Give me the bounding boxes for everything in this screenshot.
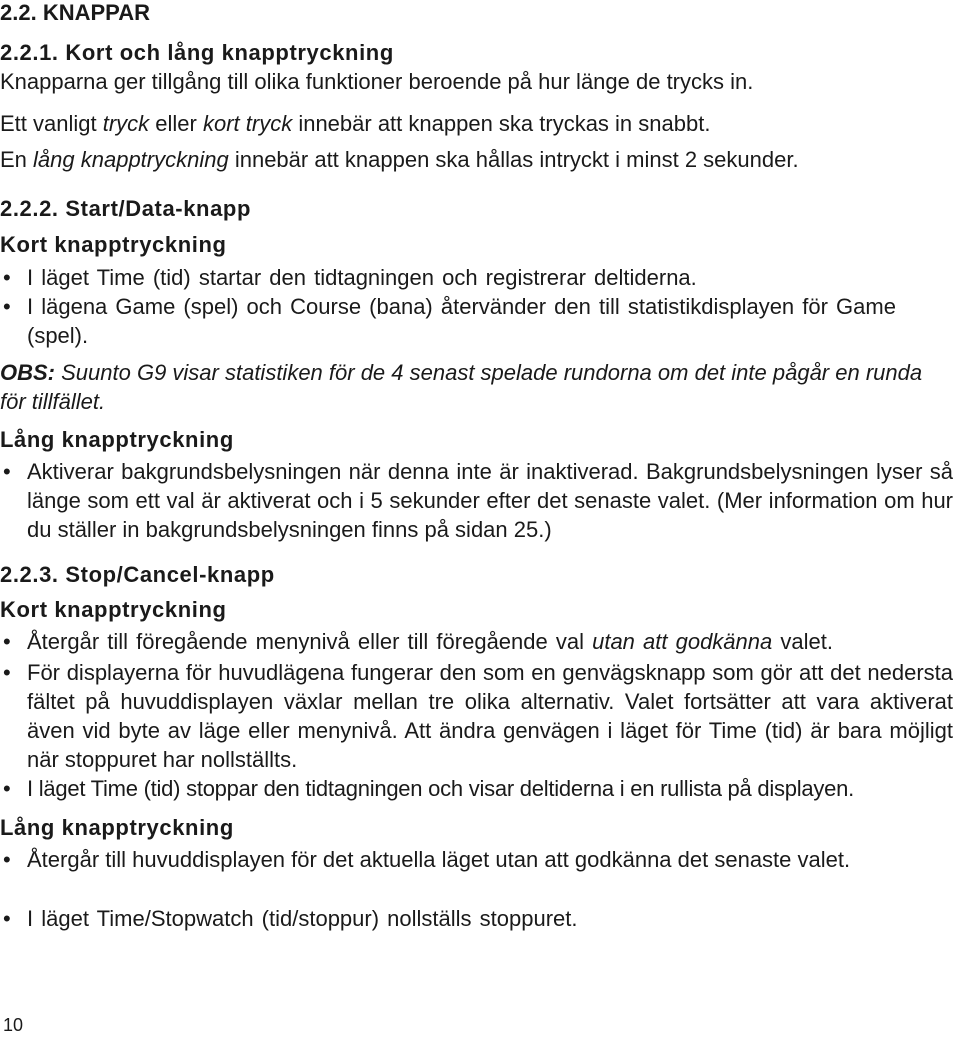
bullet-marker: • [3, 776, 11, 801]
bullet-marker: • [3, 660, 11, 685]
list-item: Återgår till föregående menynivå eller till föregående val utan att godkänna valet. [27, 629, 833, 654]
list-item: I läget Time (tid) startar den tidtagningen och registrerar deltiderna. [27, 265, 697, 290]
paragraph-line: En lång knapptryckning innebär att knappen ska hållas intryckt i minst 2 sekunder. [0, 147, 799, 172]
bullet-marker: • [3, 294, 11, 319]
list-item: I lägena Game (spel) och Course (bana) återvänder den till statistikdisplayen för Game (spel). [27, 294, 896, 348]
paragraph-line: Knapparna ger tillgång till olika funktioner beroende på hur länge de trycks in. [0, 69, 754, 94]
bullet-marker: • [3, 847, 11, 872]
subsection-heading-2-2-3: 2.2.3. Stop/Cancel-knapp [0, 562, 275, 587]
subheading-long-press: Lång knapptryckning [0, 815, 234, 840]
page-number: 10 [3, 1015, 24, 1035]
list-item: I läget Time (tid) stoppar den tidtagningen och visar deltiderna i en rullista på displayen. [27, 776, 854, 801]
list-item: I läget Time/Stopwatch (tid/stoppur) nollställs stoppuret. [27, 906, 578, 931]
subsection-heading-2-2-1: 2.2.1. Kort och lång knapptryckning [0, 40, 394, 65]
list-item: Aktiverar bakgrundsbelysningen när denna inte är inaktiverad. Bakgrundsbelysningen lyser så länge som ett val är aktiverat och i 5 sekunder efter det senaste valet. (Mer information om hur du ställer in bakgrundsbelysningen finns på sidan 25.) [27, 459, 953, 542]
subheading-short-press: Kort knapptryckning [0, 597, 227, 622]
bullet-marker: • [3, 459, 11, 484]
paragraph-line: Ett vanligt tryck eller kort tryck innebär att knappen ska tryckas in snabbt. [0, 111, 711, 136]
bullet-marker: • [3, 265, 11, 290]
note: OBS: Suunto G9 visar statistiken för de 4 senast spelade rundorna om det inte pågår en runda för tillfället. [0, 360, 923, 414]
bullet-marker: • [3, 906, 11, 931]
subheading-long-press: Lång knapptryckning [0, 427, 234, 452]
bullet-marker: • [3, 629, 11, 654]
note-label: OBS: [0, 360, 55, 385]
list-item: Återgår till huvuddisplayen för det aktuella läget utan att godkänna det senaste valet. [27, 847, 851, 872]
list-item: För displayerna för huvudlägena fungerar den som en genvägsknapp som gör att det nedersta fältet på huvuddisplayen växlar mellan tre olika alternativ. Valet fortsätter att vara aktiverat även vid byte av läge eller menynivå. Att ändra genvägen i läget för Time (tid) är bara möjligt när stoppuret har nollställts. [27, 660, 953, 772]
subsection-heading-2-2-2: 2.2.2. Start/Data-knapp [0, 196, 252, 221]
subheading-short-press: Kort knapptryckning [0, 232, 227, 257]
section-heading: 2.2. KNAPPAR [0, 0, 150, 25]
